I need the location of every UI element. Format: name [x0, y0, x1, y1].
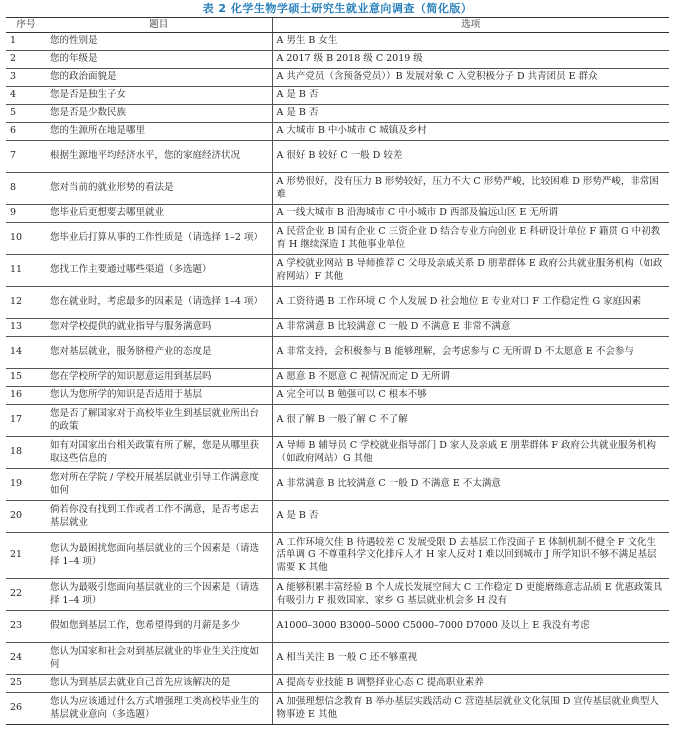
- table-caption: 表 2 化学生物学硕士研究生就业意向调查（简化版）: [202, 2, 473, 15]
- row-number: 16: [6, 387, 46, 405]
- row-options: A 男生 B 女生: [272, 33, 669, 51]
- table-row: [6, 675, 669, 693]
- row-question: 您认为最吸引您面向基层就业的三个因素是（请选择 1–4 项）: [46, 579, 272, 611]
- row-number: 12: [6, 287, 46, 319]
- row-options: A 非常满意 B 比较满意 C 一般 D 不满意 E 不太满意: [272, 469, 669, 501]
- row-question: 您对所在学院 / 学校开展基层就业引导工作满意度如何: [46, 469, 272, 501]
- row-number: 1: [6, 33, 46, 51]
- table-row: [6, 319, 669, 337]
- table-row: [6, 69, 669, 87]
- row-options: A 是 B 否: [272, 87, 669, 105]
- row-number: 22: [6, 579, 46, 611]
- row-question: 您的性别是: [46, 33, 272, 51]
- row-number: 23: [6, 611, 46, 643]
- row-options: A 是 B 否: [272, 105, 669, 123]
- row-question: 您认为最困扰您面向基层就业的三个因素是（请选择 1–4 项）: [46, 533, 272, 579]
- row-number: 25: [6, 675, 46, 693]
- row-number: 21: [6, 533, 46, 579]
- row-number: 5: [6, 105, 46, 123]
- row-question: 您找工作主要通过哪些渠道（多选题）: [46, 255, 272, 287]
- row-options: A 工资待遇 B 工作环境 C 个人发展 D 社会地位 E 专业对口 F 工作稳定性 G 家庭因素: [272, 287, 669, 319]
- row-options: A 相当关注 B 一般 C 还不够重视: [272, 643, 669, 675]
- table-row: [6, 643, 669, 675]
- survey-table: [6, 17, 669, 725]
- table-row: [6, 469, 669, 501]
- table-row: [6, 223, 669, 255]
- row-question: 您对学校提供的就业指导与服务满意吗: [46, 319, 272, 337]
- row-question: 您的生源所在地是哪里: [46, 123, 272, 141]
- table-row: [6, 611, 669, 643]
- table-row: [6, 255, 669, 287]
- row-number: 17: [6, 405, 46, 437]
- row-question: 您是否是独生子女: [46, 87, 272, 105]
- row-question: 您是否了解国家对于高校毕业生到基层就业所出台的政策: [46, 405, 272, 437]
- row-number: 24: [6, 643, 46, 675]
- row-number: 8: [6, 173, 46, 205]
- row-number: 7: [6, 141, 46, 173]
- row-options: A 一线大城市 B 沿海城市 C 中小城市 D 西部及偏远山区 E 无所谓: [272, 205, 669, 223]
- row-question: 您毕业后打算从事的工作性质是（请选择 1–2 项）: [46, 223, 272, 255]
- table-row: [6, 693, 669, 725]
- row-number: 13: [6, 319, 46, 337]
- row-number: 2: [6, 51, 46, 69]
- row-question: 您对基层就业，服务脐橙产业的态度是: [46, 337, 272, 369]
- header-question: 题目: [46, 18, 272, 33]
- row-options: A 2017 级 B 2018 级 C 2019 级: [272, 51, 669, 69]
- row-question: 您的政治面貌是: [46, 69, 272, 87]
- row-question: 您认为到基层去就业自己首先应该解决的是: [46, 675, 272, 693]
- row-question: 您认为您所学的知识是否适用于基层: [46, 387, 272, 405]
- table-row: [6, 205, 669, 223]
- row-number: 6: [6, 123, 46, 141]
- table-row: [6, 33, 669, 51]
- row-question: 假如您到基层工作，您希望得到的月薪是多少: [46, 611, 272, 643]
- table-row: [6, 337, 669, 369]
- table-row: [6, 87, 669, 105]
- row-options: A 学校就业网站 B 导师推荐 C 父母及亲戚关系 D 朋辈群体 E 政府公共就业服务机构（如政府网站）F 其他: [272, 255, 669, 287]
- row-options: A 大城市 B 中小城市 C 城镇及乡村: [272, 123, 669, 141]
- table-row: [6, 123, 669, 141]
- table-row: [6, 405, 669, 437]
- row-options: A 提高专业技能 B 调整择业心态 C 提高职业素养: [272, 675, 669, 693]
- table-row: [6, 51, 669, 69]
- row-options: A 能够积累丰富经验 B 个人成长发展空间大 C 工作稳定 D 更能磨练意志品质 E 优惠政策具有吸引力 F 报效国家、家乡 G 基层就业机会多 H 没有: [272, 579, 669, 611]
- row-number: 9: [6, 205, 46, 223]
- row-question: 您在就业时，考虑最多的因素是（请选择 1–4 项）: [46, 287, 272, 319]
- table-row: [6, 173, 669, 205]
- row-question: 您认为国家和社会对到基层就业的毕业生关注度如何: [46, 643, 272, 675]
- row-options: A 共产党员（含预备党员））B 发展对象 C 入党积极分子 D 共青团员 E 群众: [272, 69, 669, 87]
- row-number: 3: [6, 69, 46, 87]
- row-options: A 完全可以 B 勉强可以 C 根本不够: [272, 387, 669, 405]
- header-number: 序号: [6, 18, 46, 33]
- row-options: A 愿意 B 不愿意 C 视情况而定 D 无所谓: [272, 369, 669, 387]
- row-number: 26: [6, 693, 46, 725]
- table-row: [6, 437, 669, 469]
- table-body: [6, 33, 669, 725]
- table-row: [6, 533, 669, 579]
- table-row: [6, 141, 669, 173]
- table-row: [6, 369, 669, 387]
- row-number: 15: [6, 369, 46, 387]
- row-question: 根据生源地平均经济水平，您的家庭经济状况: [46, 141, 272, 173]
- row-options: A 非常支持，会积极参与 B 能够理解，会考虑参与 C 无所谓 D 不太愿意 E 不会参与: [272, 337, 669, 369]
- row-number: 11: [6, 255, 46, 287]
- row-options: A 是 B 否: [272, 501, 669, 533]
- row-number: 19: [6, 469, 46, 501]
- table-header-row: [6, 18, 669, 33]
- table-row: [6, 501, 669, 533]
- row-question: 您对当前的就业形势的看法是: [46, 173, 272, 205]
- row-options: A 民营企业 B 国有企业 C 三资企业 D 结合专业方向创业 E 科研设计单位 F 籍贯 G 中初教育 H 继续深造 I 其他事业单位: [272, 223, 669, 255]
- table-row: [6, 287, 669, 319]
- row-options: A 很了解 B 一般了解 C 不了解: [272, 405, 669, 437]
- row-options: A 很好 B 较好 C 一般 D 较差: [272, 141, 669, 173]
- row-number: 4: [6, 87, 46, 105]
- table-row: [6, 105, 669, 123]
- row-question: 您毕业后更想要去哪里就业: [46, 205, 272, 223]
- row-number: 18: [6, 437, 46, 469]
- row-options: A 形势很好，没有压力 B 形势较好，压力不大 C 形势严峻，比较困难 D 形势严峻，非常困难: [272, 173, 669, 205]
- header-options: 选项: [272, 18, 669, 33]
- row-question: 您是否是少数民族: [46, 105, 272, 123]
- row-options: A1000–3000 B3000–5000 C5000–7000 D7000 及以上 E 我没有考虑: [272, 611, 669, 643]
- row-number: 20: [6, 501, 46, 533]
- row-number: 14: [6, 337, 46, 369]
- row-question: 您的年级是: [46, 51, 272, 69]
- row-question: 倘若你没有找到工作或者工作不满意，是否考虑去基层就业: [46, 501, 272, 533]
- table-row: [6, 387, 669, 405]
- table-row: [6, 579, 669, 611]
- row-options: A 工作环境欠佳 B 待遇较差 C 发展受限 D 去基层工作没面子 E 体制机制不健全 F 文化生活单调 G 不尊重科学文化排斥人才 H 家人反对 I 难以回到城市 J 所学知识不够不满足基层需要 K 其他: [272, 533, 669, 579]
- row-question: 您认为应该通过什么方式增强理工类高校毕业生的基层就业意向（多选题）: [46, 693, 272, 725]
- row-number: 10: [6, 223, 46, 255]
- row-options: A 非常满意 B 比较满意 C 一般 D 不满意 E 非常不满意: [272, 319, 669, 337]
- row-options: A 加强理想信念教育 B 举办基层实践活动 C 营造基层就业文化氛围 D 宣传基层就业典型人物事迹 E 其他: [272, 693, 669, 725]
- row-question: 您在学校所学的知识愿意运用到基层吗: [46, 369, 272, 387]
- row-options: A 导师 B 辅导员 C 学校就业指导部门 D 家人及亲戚 E 朋辈群体 F 政府公共就业服务机构（如政府网站）G 其他: [272, 437, 669, 469]
- row-question: 如有对国家出台相关政策有所了解，您是从哪里获取这些信息的: [46, 437, 272, 469]
